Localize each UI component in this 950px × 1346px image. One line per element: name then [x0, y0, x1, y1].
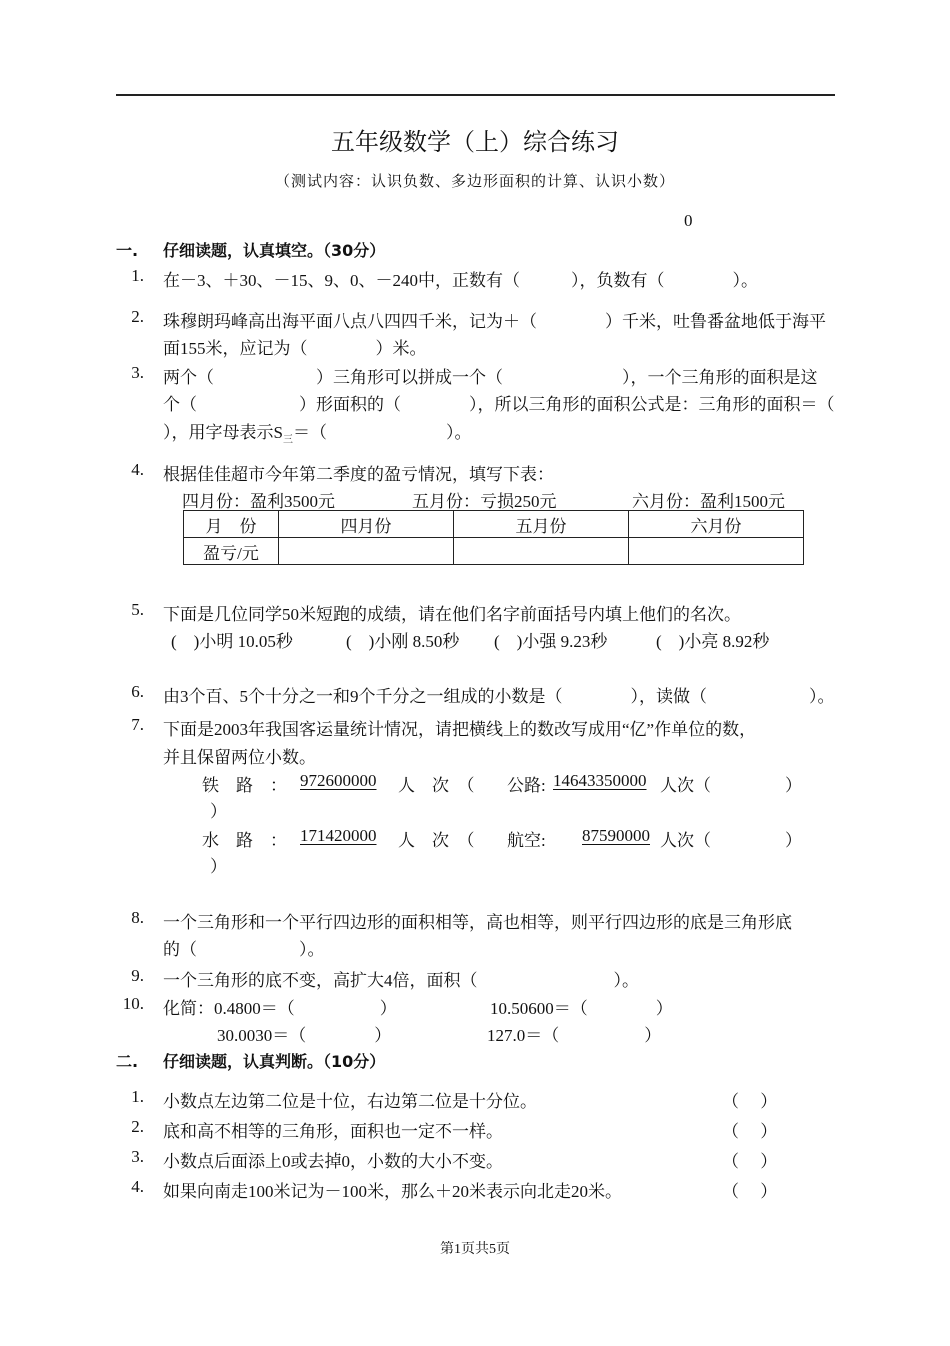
q7-rail-label: 铁 路 ： [202, 776, 287, 795]
q7-water-unit: 人 次 （ [398, 831, 475, 850]
q2-line2: 面155米，应记为（ ）米。 [163, 339, 427, 358]
q2-number: 2. [131, 307, 144, 326]
q8-line1: 一个三角形和一个平行四边形的面积相等，高也相等，则平行四边形的底是三角形底 [163, 913, 792, 932]
q7-water-label: 水 路 ： [202, 831, 287, 850]
q5-text: 下面是几位同学50米短跑的成绩，请在他们名字前面括号内填上他们的名次。 [163, 605, 741, 624]
page-title: 五年级数学（上）综合练习 [331, 128, 619, 156]
q7-rail-unit: 人 次 （ [398, 776, 475, 795]
q10-item-d: 127.0＝（ ） [487, 1026, 662, 1045]
top-rule [116, 94, 835, 96]
q9-text: 一个三角形的底不变，高扩大4倍，面积（ ）。 [163, 971, 639, 990]
page-subtitle: （测试内容：认识负数、多边形面积的计算、认识小数） [274, 174, 675, 190]
q5-item-xiaogang: ( )小刚 8.50秒 [346, 632, 460, 651]
judge-1-paren[interactable]: （ ） [722, 1092, 778, 1111]
q7-rail-value [300, 771, 377, 791]
q9-number: 9. [131, 966, 144, 985]
answer-cell-april[interactable] [279, 538, 454, 565]
q3-line3-rest: ＝（ ）。 [292, 423, 472, 442]
q8-line2: 的（ ）。 [163, 940, 325, 959]
road-value-underlined: 14643350000 [553, 771, 647, 790]
q10-item-c: 30.0030＝（ ） [217, 1026, 392, 1045]
judge-2-paren[interactable]: （ ） [722, 1122, 778, 1141]
judge-1-number: 1. [131, 1087, 144, 1106]
q5-item-xiaoqiang: ( )小强 9.23秒 [494, 632, 608, 651]
table-header-cell: 五月份 [454, 511, 629, 538]
answer-cell-may[interactable] [454, 538, 629, 565]
q3-subscript: 三 [282, 434, 293, 446]
table-row-label: 盈亏/元 [184, 538, 279, 565]
q7-close-3: ） [785, 831, 802, 850]
q3-line1: 两个（ ）三角形可以拼成一个（ ），一个三角形的面积是这 [163, 368, 818, 387]
answer-cell-june[interactable] [629, 538, 804, 565]
q3-line3 [163, 418, 471, 445]
q7-close-1: ） [785, 776, 802, 795]
q7-line2: 并且保留两位小数。 [163, 748, 316, 767]
q7-road-value [553, 771, 647, 791]
q7-number: 7. [131, 715, 144, 734]
judge-4-number: 4. [131, 1177, 144, 1196]
q4-info-may: 五月份：亏损250元 [412, 492, 557, 511]
q3-line2: 个（ ）形面积的（ ），所以三角形的面积公式是：三角形的面积＝（ [163, 395, 835, 414]
judge-3-number: 3. [131, 1147, 144, 1166]
judge-1-text: 小数点左边第二位是十位，右边第二位是十分位。 [163, 1092, 537, 1111]
q6-number: 6. [131, 682, 144, 701]
table-header-cell: 六月份 [629, 511, 804, 538]
q10-item-a: 化简：0.4800＝（ ） [163, 999, 397, 1018]
rail-value-underlined: 972600000 [300, 771, 377, 790]
water-value-underlined: 171420000 [300, 826, 377, 845]
section-1-title: 仔细读题，认真填空。（30分） [163, 241, 386, 260]
q3-line3-start: ），用字母表示S [163, 423, 283, 442]
profit-loss-table [183, 510, 804, 565]
stray-mark: 0 [684, 211, 693, 230]
q4-info-april: 四月份：盈利3500元 [182, 492, 335, 511]
table-row [184, 538, 804, 565]
q10-item-b: 10.50600＝（ ） [490, 999, 673, 1018]
q4-text: 根据佳佳超市今年第二季度的盈亏情况，填写下表： [163, 465, 554, 484]
q5-item-xiaoming: ( )小明 10.05秒 [171, 632, 293, 651]
q7-close-4: ） [210, 857, 227, 876]
q3-number: 3. [131, 363, 144, 382]
judge-2-number: 2. [131, 1117, 144, 1136]
q10-number: 10. [122, 994, 144, 1013]
q7-air-label: 航空: [507, 831, 546, 850]
q7-water-value [300, 826, 377, 846]
q6-text: 由3个百、5个十分之一和9个千分之一组成的小数是（ ），读做（ ）。 [163, 687, 835, 706]
air-value-underlined: 87590000 [582, 826, 650, 845]
q5-number: 5. [131, 600, 144, 619]
q8-number: 8. [131, 908, 144, 927]
q4-number: 4. [131, 460, 144, 479]
page-footer: 第1页共5页 [440, 1242, 510, 1257]
q5-item-xiaoliang: ( )小亮 8.92秒 [656, 632, 770, 651]
judge-4-text: 如果向南走100米记为－100米，那么＋20米表示向北走20米。 [163, 1182, 622, 1201]
q7-air-unit: 人次（ [660, 831, 711, 850]
q4-info-june: 六月份：盈利1500元 [632, 492, 785, 511]
q7-air-value [582, 826, 650, 846]
table-header-row [184, 511, 804, 538]
judge-3-text: 小数点后面添上0或去掉0，小数的大小不变。 [163, 1152, 503, 1171]
q1-text: 在－3、＋30、－15、9、0、－240中，正数有（ ），负数有（ ）。 [163, 271, 758, 290]
judge-2-text: 底和高不相等的三角形，面积也一定不一样。 [163, 1122, 503, 1141]
table-header-cell: 月 份 [184, 511, 279, 538]
q7-close-2: ） [210, 802, 227, 821]
q2-line1: 珠穆朗玛峰高出海平面八点八四四千米，记为＋（ ）千米，吐鲁番盆地低于海平 [163, 312, 826, 331]
q7-road-unit: 人次（ [660, 776, 711, 795]
q7-road-label: 公路: [507, 776, 546, 795]
table-header-cell: 四月份 [279, 511, 454, 538]
section-1-number: 一. [116, 241, 139, 260]
judge-4-paren[interactable]: （ ） [722, 1182, 778, 1201]
section-2-title: 仔细读题，认真判断。（10分） [163, 1052, 386, 1071]
q7-line1: 下面是2003年我国客运量统计情况，请把横线上的数改写成用“亿”作单位的数， [163, 720, 757, 739]
section-2-number: 二. [116, 1052, 139, 1071]
q1-number: 1. [131, 266, 144, 285]
judge-3-paren[interactable]: （ ） [722, 1152, 778, 1171]
